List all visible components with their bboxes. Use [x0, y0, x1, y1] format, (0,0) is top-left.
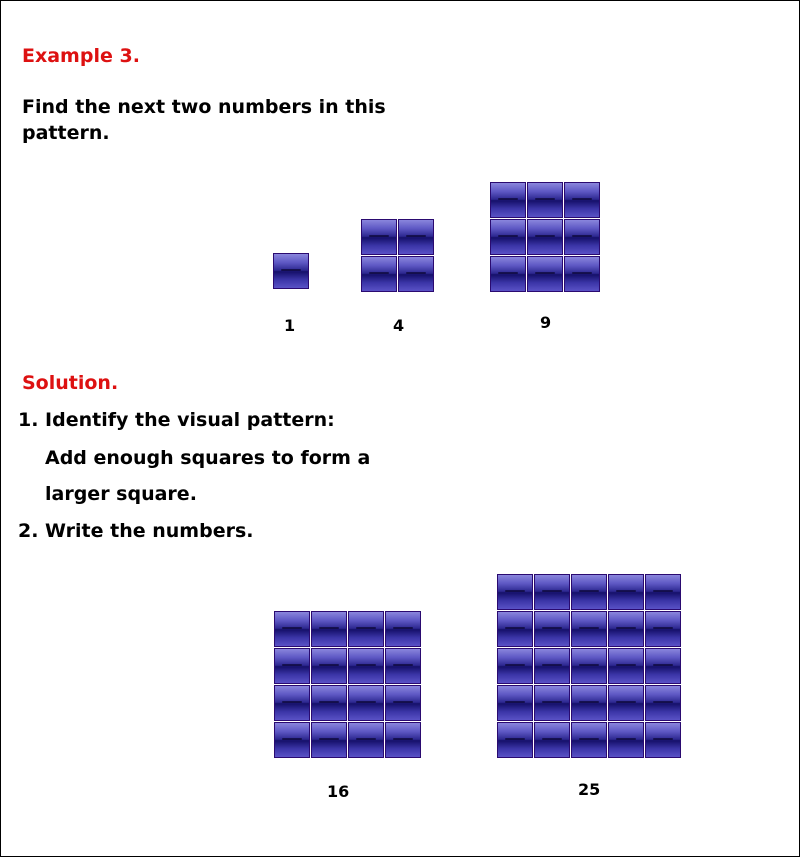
square-tile [571, 648, 607, 684]
square-tile [608, 574, 644, 610]
square-tile [348, 648, 384, 684]
square-tile [361, 256, 397, 292]
pattern-figure-4 [361, 219, 434, 292]
square-tile [361, 219, 397, 255]
square-tile [534, 611, 570, 647]
square-tile [348, 611, 384, 647]
square-tile [497, 648, 533, 684]
square-tile [564, 219, 600, 255]
square-tile [527, 256, 563, 292]
square-tile [385, 611, 421, 647]
square-tile [564, 182, 600, 218]
square-tile [490, 182, 526, 218]
square-tile [645, 648, 681, 684]
pattern-label-1: 1 [284, 316, 296, 335]
square-tile [311, 685, 347, 721]
square-tile [608, 611, 644, 647]
pattern-figure-1 [273, 253, 309, 289]
square-tile [348, 722, 384, 758]
solution-step-1: 1. Identify the visual pattern: [18, 409, 335, 431]
square-tile [385, 722, 421, 758]
square-tile [571, 685, 607, 721]
square-tile [385, 648, 421, 684]
square-tile [527, 219, 563, 255]
square-tile [645, 685, 681, 721]
square-tile [311, 611, 347, 647]
pattern-figure-9 [490, 182, 600, 292]
square-tile [571, 722, 607, 758]
square-tile [490, 219, 526, 255]
answer-figure-25 [497, 574, 681, 758]
square-tile [534, 722, 570, 758]
square-tile [497, 722, 533, 758]
solution-step-1-detail-line-2: larger square. [45, 483, 197, 505]
square-tile [645, 722, 681, 758]
square-tile [497, 611, 533, 647]
square-tile [274, 611, 310, 647]
solution-title: Solution. [22, 372, 119, 394]
question-line-1: Find the next two numbers in this [22, 96, 386, 118]
question-line-2: pattern. [22, 122, 110, 144]
square-tile [608, 648, 644, 684]
square-tile [608, 685, 644, 721]
square-tile [311, 648, 347, 684]
square-tile [497, 685, 533, 721]
square-tile [534, 685, 570, 721]
square-tile [398, 256, 434, 292]
pattern-label-9: 9 [540, 313, 552, 332]
square-tile [311, 722, 347, 758]
square-tile [608, 722, 644, 758]
square-tile [527, 182, 563, 218]
square-tile [274, 648, 310, 684]
square-tile [534, 574, 570, 610]
example-title: Example 3. [22, 45, 140, 67]
square-tile [274, 685, 310, 721]
square-tile [645, 611, 681, 647]
square-tile [274, 722, 310, 758]
square-tile [398, 219, 434, 255]
answer-label-16: 16 [327, 782, 350, 801]
square-tile [564, 256, 600, 292]
square-tile [385, 685, 421, 721]
square-tile [497, 574, 533, 610]
square-tile [273, 253, 309, 289]
answer-label-25: 25 [578, 780, 601, 799]
square-tile [348, 685, 384, 721]
answer-figure-16 [274, 611, 421, 758]
square-tile [571, 574, 607, 610]
square-tile [534, 648, 570, 684]
square-tile [490, 256, 526, 292]
square-tile [571, 611, 607, 647]
solution-step-2: 2. Write the numbers. [18, 520, 254, 542]
pattern-label-4: 4 [393, 316, 405, 335]
square-tile [645, 574, 681, 610]
solution-step-1-detail-line-1: Add enough squares to form a [45, 447, 371, 469]
